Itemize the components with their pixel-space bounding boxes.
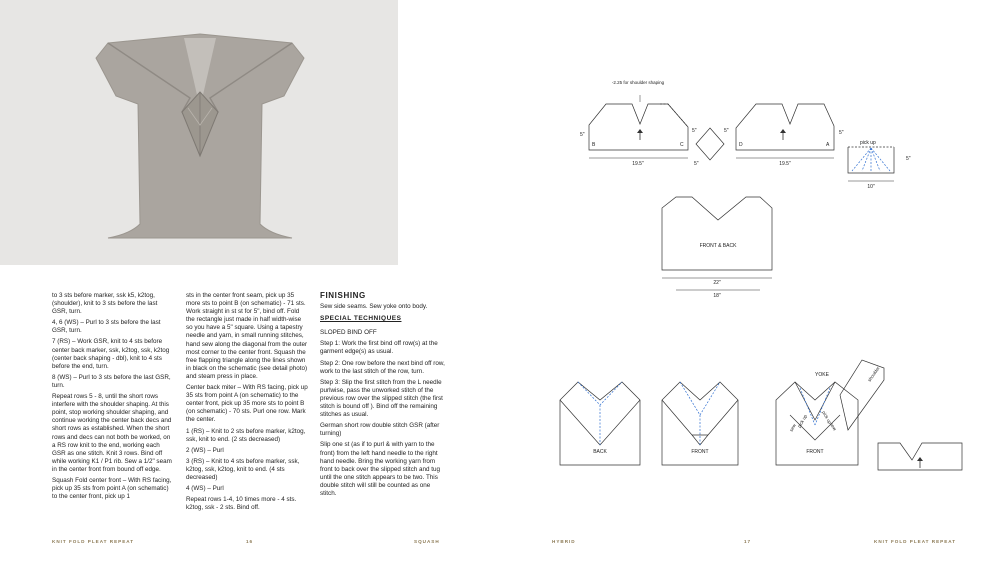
- dim-label: 5": [694, 161, 699, 167]
- special-techniques-heading: SPECIAL TECHNIQUES: [320, 315, 402, 323]
- footer-page-number-right: 17: [744, 539, 752, 544]
- paragraph: 2 (WS) – Purl: [186, 446, 224, 454]
- paragraph: Repeat rows 5 - 8, until the short rows interfere with the shoulder shaping. At this point, stop working shoulder shaping, and continue working the center back decs and short rows as established. When the short rows and decs can not both be worked, on a RS row knit to the end, working each GSR as one stitch. Knit 3 rows. Bind off while working K1 / P1 rib. Sew a 1/2" seam in the center front from bound off edge.: [52, 393, 172, 473]
- footer-title-right: KNIT FOLD PLEAT REPEAT: [874, 539, 957, 544]
- footer-section-left: SQUASH: [414, 539, 440, 544]
- dim-label: 18": [713, 293, 721, 299]
- footer-page-number-left: 16: [246, 539, 254, 544]
- pick-up-label: pick up: [796, 413, 808, 429]
- yoke-schematic: [570, 70, 970, 190]
- paragraph: Step 2: One row before the next bind off row, work to the last stitch of the row, turn.: [320, 359, 445, 375]
- paragraph: SLOPED BIND OFF: [320, 329, 377, 337]
- finishing-heading: FINISHING: [320, 291, 366, 300]
- paragraph: Repeat rows 1-4, 10 times more - 4 sts. k2tog, ssk - 2 sts. Bind off.: [186, 496, 297, 512]
- detail-diagrams: [550, 360, 970, 470]
- yoke-label: YOKE: [815, 372, 829, 378]
- point-label: A: [826, 142, 830, 148]
- dim-label: 22": [713, 280, 721, 286]
- dim-label: 19.5": [632, 161, 644, 167]
- text-column-1: [52, 292, 174, 504]
- paragraph: Slip one st (as if to purl & with yarn to the front) from the left hand needle to the right hand needle. Bring the working yarn from front to back over the slipped stitch and tug until the one stitch appears to be two. This double stitch will still be counted as one stitch.: [320, 441, 441, 497]
- body-schematic: [650, 190, 790, 300]
- footer-title-left: KNIT FOLD PLEAT REPEAT: [52, 539, 135, 544]
- dim-label: 5": [839, 130, 844, 136]
- paragraph: 8 (WS) – Purl to 3 sts before the last GSR, turn.: [52, 373, 171, 389]
- front-label: FRONT: [806, 449, 824, 455]
- pick-up-label: pick up: [860, 140, 876, 146]
- paragraph: Step 1: Work the first bind off row(s) at the garment edge(s) as usual.: [320, 340, 438, 356]
- sew-label: sew: [829, 422, 838, 432]
- front-label: FRONT: [691, 449, 709, 455]
- paragraph: Center back miter – With RS facing, pick up 35 sts from point A (on schematic) to the center front, pick up 35 more sts to point B (on schematic) - 70 sts. Purl one row. Mark the center.: [186, 384, 308, 424]
- paragraph: Squash Fold center front – With RS facing, pick up 35 sts from point A (on schematic) to the center front, pick up 1: [52, 476, 172, 501]
- footer-section-right: HYBRID: [552, 539, 576, 544]
- garment-photo: [0, 0, 398, 265]
- finishing-text: Sew side seams. Sew yoke onto body.: [320, 303, 428, 311]
- dim-label: 10": [867, 184, 875, 190]
- dim-label: 5": [692, 128, 697, 134]
- paragraph: German short row double stitch GSR (after turning): [320, 422, 440, 438]
- point-label: D: [739, 142, 743, 148]
- front-back-label: FRONT & BACK: [699, 243, 737, 249]
- point-label: B: [592, 142, 596, 148]
- dim-label: 5": [580, 132, 585, 138]
- pick-up-label: pick up: [821, 410, 833, 425]
- shoulder-label: shoulder: [866, 365, 881, 383]
- dim-label: 5": [724, 128, 729, 134]
- paragraph: 7 (RS) – Work GSR, knit to 4 sts before center back marker, ssk, k2tog, ssk, k2tog (center back shaping - dbl), knit to 4 sts before the end, turn.: [52, 338, 170, 370]
- paragraph: sts in the center front seam, pick up 35 more sts to point B (on schematic) - 71 sts. Work straight in st st for 5", bind off. Fold the rectangle just made in half width-wise so you have a 5" square. Using a tapestry needle and yarn, in small running stitches, hand sew along the diagonal from the outer most corner to the center front. Squash the free flapping triangle along the lines shown in black on the schematic (see detail photo) and steam press in place.: [186, 292, 308, 380]
- paragraph: Step 3: Slip the first stitch from the L needle purlwise, pass the unworked stitch of the previous row over the slipped stitch (the first stitch is bound off ). Bind off the remaining stitches as usual.: [320, 378, 443, 419]
- dim-label: 19.5": [779, 161, 791, 167]
- text-column-2: [186, 292, 308, 515]
- point-label: C: [680, 142, 684, 148]
- back-label: BACK: [593, 449, 607, 455]
- text-column-3: [320, 292, 446, 501]
- paragraph: 4 (WS) – Purl: [186, 485, 224, 493]
- sew-label: sew: [788, 423, 797, 433]
- shoulder-note: -2.25 for shoulder shaping: [611, 80, 665, 85]
- paragraph: 4, 6 (WS) – Purl to 3 sts before the last GSR, turn.: [52, 319, 161, 335]
- paragraph: 3 (RS) – Knit to 4 sts before marker, ssk, k2tog, ssk, k2tog, knit to end. (4 sts decreased): [186, 457, 300, 481]
- dim-label: 5": [906, 156, 911, 162]
- paragraph: to 3 sts before marker, ssk k5, k2tog, (shoulder), knit to 3 sts before the last GSR, turn.: [52, 292, 158, 316]
- paragraph: 1 (RS) – Knit to 2 sts before marker, k2tog, ssk, knit to end. (2 sts decreased): [186, 427, 306, 443]
